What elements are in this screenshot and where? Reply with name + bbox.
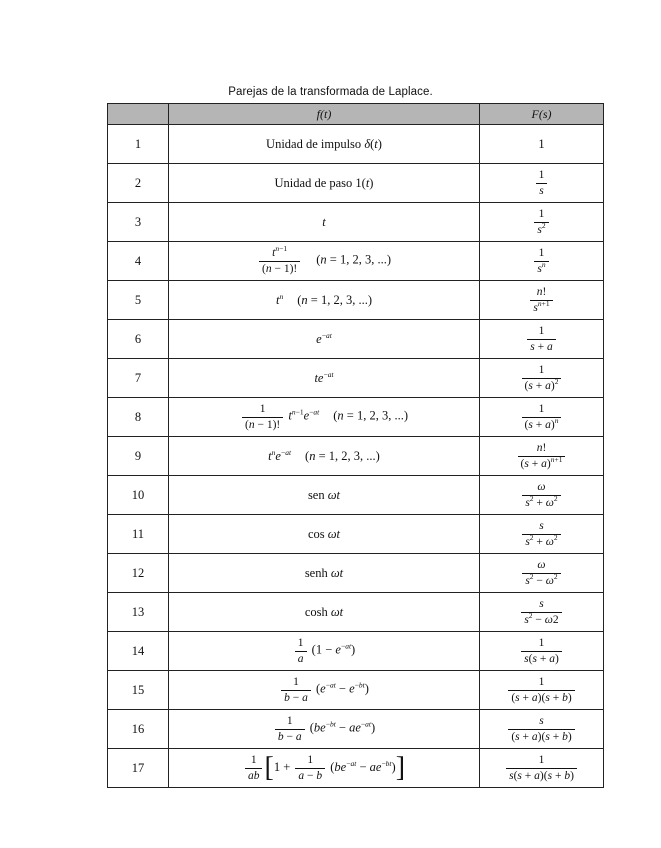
laplace-transform: $\frac{1}{s(s + a)(s + b)}$ xyxy=(480,749,604,788)
row-number: 16 xyxy=(108,710,169,749)
time-function: $e^{-at}$ xyxy=(169,320,480,359)
row-number: 1 xyxy=(108,125,169,164)
laplace-transform: $\frac{n!}{s^{n+1}}$ xyxy=(480,281,604,320)
table-row xyxy=(108,242,604,281)
row-number: 8 xyxy=(108,398,169,437)
table-row xyxy=(108,710,604,749)
row-number: 14 xyxy=(108,632,169,671)
laplace-transform: $\frac{s}{s^2 + \omega^2}$ xyxy=(480,515,604,554)
table-row xyxy=(108,125,604,164)
table-row xyxy=(108,398,604,437)
laplace-transform: $\frac{\omega}{s^2 - \omega^2}$ xyxy=(480,554,604,593)
row-number: 12 xyxy=(108,554,169,593)
table-row xyxy=(108,437,604,476)
laplace-transform: $\frac{1}{(s + a)^n}$ xyxy=(480,398,604,437)
row-number: 17 xyxy=(108,749,169,788)
table-row xyxy=(108,281,604,320)
row-number: 11 xyxy=(108,515,169,554)
row-number: 2 xyxy=(108,164,169,203)
time-function: $\frac{1}{b - a}$ $(be^{-bt} - ae^{-at})$ xyxy=(169,710,480,749)
row-number: 5 xyxy=(108,281,169,320)
row-number: 10 xyxy=(108,476,169,515)
row-number: 4 xyxy=(108,242,169,281)
table-row xyxy=(108,164,604,203)
row-number: 6 xyxy=(108,320,169,359)
header-ft: f(t) xyxy=(169,104,480,125)
laplace-transform: $\frac{1}{s^n}$ xyxy=(480,242,604,281)
header-number xyxy=(108,104,169,125)
time-function: Unidad de impulso δ(t) xyxy=(169,125,480,164)
time-function: t xyxy=(169,203,480,242)
laplace-transform: $\frac{1}{(s + a)^2}$ xyxy=(480,359,604,398)
laplace-transform: $\frac{1}{(s + a)(s + b)}$ xyxy=(480,671,604,710)
laplace-transform: 1 xyxy=(480,125,604,164)
time-function: $t^ne^{-at}$ (n = 1, 2, 3, ...) xyxy=(169,437,480,476)
row-number: 9 xyxy=(108,437,169,476)
table-row xyxy=(108,749,604,788)
time-function: $\frac{1}{b - a}$ $(e^{-at} - e^{-bt})$ xyxy=(169,671,480,710)
header-Fs: F(s) xyxy=(480,104,604,125)
time-function: $te^{-at}$ xyxy=(169,359,480,398)
laplace-transform: $\frac{s}{s^2 - \omega 2}$ xyxy=(480,593,604,632)
time-function: $\frac{1}{ab}$ [1 + $\frac{1}{a - b}$ $(be^{-at} - ae^{-bt})$] xyxy=(169,749,480,788)
time-function: $t^n$ (n = 1, 2, 3, ...) xyxy=(169,281,480,320)
laplace-transform: $\frac{\omega}{s^2 + \omega^2}$ xyxy=(480,476,604,515)
laplace-transform: $\frac{n!}{(s + a)^{n+1}}$ xyxy=(480,437,604,476)
laplace-transform: $\frac{s}{(s + a)(s + b)}$ xyxy=(480,710,604,749)
table-row xyxy=(108,203,604,242)
time-function: cosh ωt xyxy=(169,593,480,632)
table-row xyxy=(108,593,604,632)
table-row xyxy=(108,359,604,398)
row-number: 15 xyxy=(108,671,169,710)
laplace-transform: $\frac{1}{s^2}$ xyxy=(480,203,604,242)
time-function: $\frac{1}{a}$ $(1 - e^{-at})$ xyxy=(169,632,480,671)
table-row xyxy=(108,476,604,515)
time-function: $\frac{t^{n-1}}{(n - 1)!}$ (n = 1, 2, 3, ...) xyxy=(169,242,480,281)
time-function: senh ωt xyxy=(169,554,480,593)
time-function: Unidad de paso 1(t) xyxy=(169,164,480,203)
row-number: 3 xyxy=(108,203,169,242)
table-row xyxy=(108,671,604,710)
page-title: Parejas de la transformada de Laplace. xyxy=(228,86,433,98)
row-number: 13 xyxy=(108,593,169,632)
table-row xyxy=(108,320,604,359)
laplace-transform: $\frac{1}{s(s + a)}$ xyxy=(480,632,604,671)
row-number: 7 xyxy=(108,359,169,398)
laplace-table xyxy=(107,103,604,788)
time-function: sen ωt xyxy=(169,476,480,515)
laplace-transform: $\frac{1}{s}$ xyxy=(480,164,604,203)
time-function: cos ωt xyxy=(169,515,480,554)
laplace-transform: $\frac{1}{s + a}$ xyxy=(480,320,604,359)
table-row xyxy=(108,515,604,554)
table-header-row xyxy=(108,104,604,125)
table-row xyxy=(108,554,604,593)
table-row xyxy=(108,632,604,671)
table-body xyxy=(108,125,604,788)
time-function: $\frac{1}{(n - 1)!}$ $t^{n-1}e^{-at}$ (n = 1, 2, 3, ...) xyxy=(169,398,480,437)
